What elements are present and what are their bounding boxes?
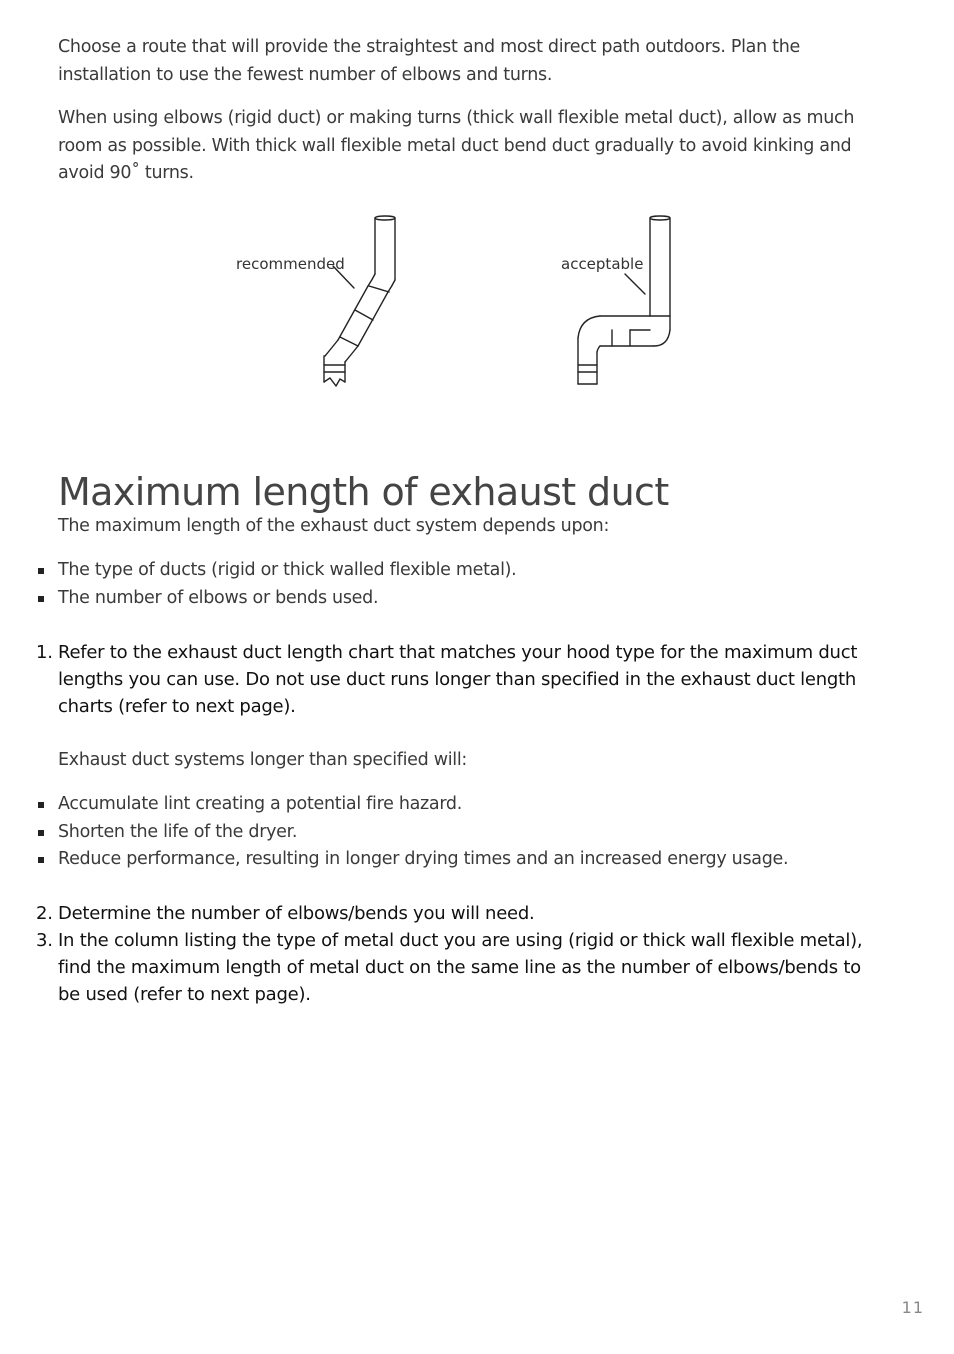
step-1	[36, 639, 876, 720]
recommended-label: recommended	[236, 255, 345, 273]
intro-paragraph-1: Choose a route that will provide the straightest and most direct path outdoors. Plan the installation to use the fewest number of elbows and turns.	[58, 37, 800, 85]
step-text: In the column listing the type of metal duct you are using (rigid or thick wall flexible metal), find the maximum length of metal duct on the same line as the number of elbows/bends to be used (refer to next page).	[58, 930, 863, 1005]
recommended-duct-drawing	[324, 216, 395, 386]
list-item	[36, 900, 876, 927]
bullet-square-icon	[38, 596, 44, 602]
depends-on-list	[36, 557, 916, 612]
step-number: 2.	[36, 903, 53, 924]
page-number: 11	[901, 1298, 924, 1317]
step-text: Determine the number of elbows/bends you will need.	[58, 903, 535, 924]
duct-route-illustration	[0, 200, 954, 400]
bullet-square-icon	[38, 830, 44, 836]
list-item-text: Accumulate lint creating a potential fire hazard.	[58, 794, 463, 814]
list-item-text: The number of elbows or bends used.	[58, 587, 379, 608]
acceptable-label: acceptable	[561, 255, 644, 273]
bullet-square-icon	[38, 857, 44, 863]
longer-intro: Exhaust duct systems longer than specified will:	[58, 750, 468, 770]
list-item	[36, 927, 876, 1008]
duct-route-diagram	[0, 200, 954, 400]
list-item	[36, 819, 916, 847]
acceptable-duct-drawing	[578, 216, 670, 384]
step-text: Refer to the exhaust duct length chart that matches your hood type for the maximum duct lengths you can use. Do not use duct runs longer than specified in the exhaust duct length charts (refer to next page).	[58, 642, 858, 717]
list-item	[36, 585, 916, 613]
consequences-list	[36, 791, 916, 874]
list-item	[36, 791, 916, 819]
list-item	[36, 557, 916, 585]
section-subtitle: The maximum length of the exhaust duct system depends upon:	[58, 516, 610, 536]
bullet-square-icon	[38, 568, 44, 574]
list-item-text: The type of ducts (rigid or thick walled flexible metal).	[58, 560, 517, 580]
step-number: 3.	[36, 930, 53, 951]
intro-paragraph-2: When using elbows (rigid duct) or making turns (thick wall flexible metal duct), allow as much room as possible. With thick wall flexible metal duct bend duct gradually to avoid kinking and avoid 90˚ turns.	[58, 108, 855, 183]
list-item	[36, 639, 876, 720]
list-item	[36, 846, 916, 874]
bullet-square-icon	[38, 802, 44, 808]
list-item-text: Reduce performance, resulting in longer drying times and an increased energy usage.	[58, 849, 789, 869]
list-item-text: Shorten the life of the dryer.	[58, 821, 298, 842]
acceptable-leader-line	[625, 274, 645, 294]
section-title: Maximum length of exhaust duct	[58, 470, 669, 514]
step-number: 1.	[36, 642, 53, 663]
steps-2-3	[36, 900, 876, 1008]
